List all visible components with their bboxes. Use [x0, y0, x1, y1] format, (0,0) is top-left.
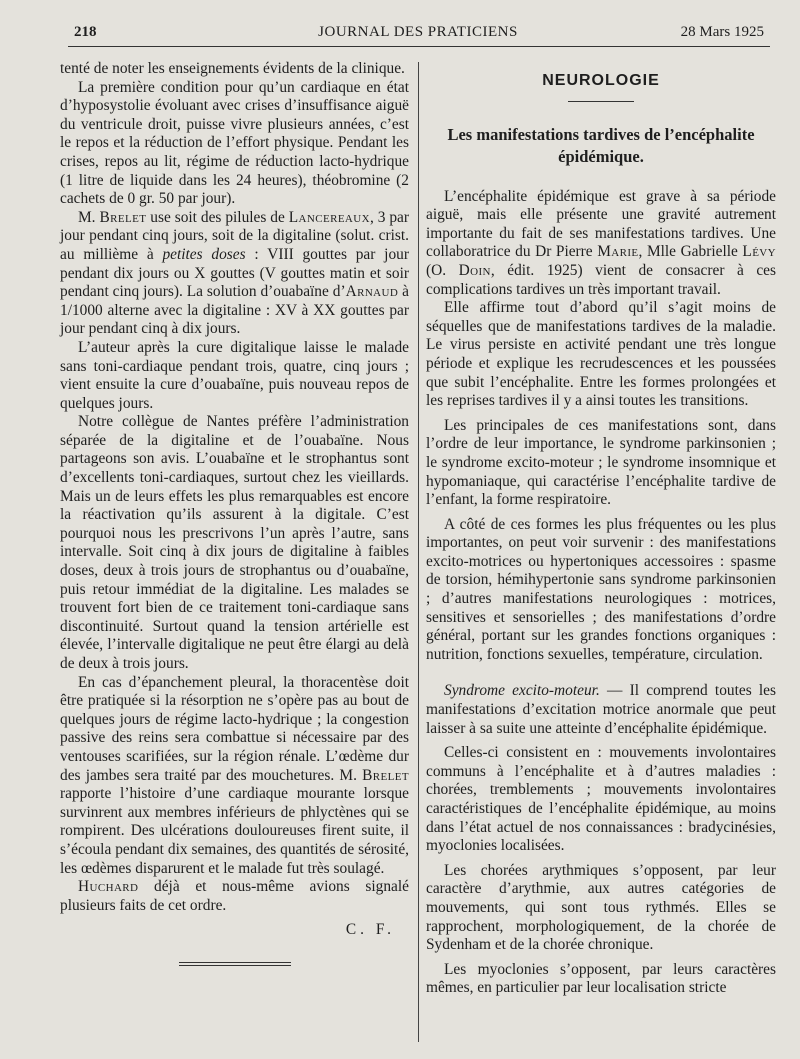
paragraph: Elle affirme tout d’abord qu’il s’agit moins de séquelles que de manifestations tardives de la maladie. Le virus persiste en activité pendant une très longue période et explique les recrudescences et les poussées que subit l’encéphalite. Entre les formes prolongées et les reprises tardives il y a ainsi toutes les transitions. [426, 299, 776, 410]
column-divider [418, 62, 419, 1042]
paragraph: Notre collègue de Nantes préfère l’administration séparée de la digitaline et de l’ouabaïne. Nous partageons son avis. L’ouabaïne et le strophantus sont d’excellents toni-cardiaques, surtout chez les vieillards. Mais un de leurs effets les plus remarquables est encore la réactivation qu’ils assurent à la digitale. C’est pourquoi nous les prescrivons l’un après l’autre, sans intervalle. Soit cinq à dix jours de digitaline à faibles doses, deux à trois jours de strophantus ou d’ouabaïne, puis retour immédiat de la digitaline. Les malades se trouvent fort bien de ce traitement toni-cardiaque sans discontinuité. Surtout quand la tension artérielle est élevée, l’intervalle digitalique ne peut être élargi au delà de deux à trois jours. [60, 413, 409, 672]
author-name: Lancereaux [288, 208, 370, 226]
left-column [60, 60, 409, 966]
paragraph: L’auteur après la cure digitalique laisse le malade sans toni-cardiaque pendant trois, quatre, cinq jours ; vient ensuite la cure d’ouabaïne, puis nouveau repos de quelques jours. [60, 338, 409, 412]
author-name: Brelet [99, 208, 147, 226]
running-head [68, 24, 768, 46]
text-run: M. [78, 208, 100, 226]
issue-date: 28 Mars 1925 [680, 24, 764, 40]
text-run: En cas d’épanchement pleural, la thoracentèse doit être pratiquée si la résorption ne s’opère pas au bout de quelques jours de régime lacto-hydrique ; la congestion passive des reins sera combattue si nécessaire par des ventouses scarifiées, sur la région rénale. L’œdème dur des jambes sera traité par des mouchetures. M. [60, 673, 409, 784]
paragraph: La première condition pour qu’un cardiaque en état d’hyposystolie évoluant avec crises d’insuffisance aiguë du ventricule droit, puisse vivre plusieurs années, c’est le repos et la réduction de l’effort physique. Pendant les crises, repos au lit, régime de réduction lacto-hydrique (1 litre de liquide dans les 24 heures), théobromine (2 cachets de 0 gr. 50 par jour). [60, 78, 409, 208]
author-name: Marie [597, 243, 639, 261]
header-rule [68, 46, 770, 47]
text-run: , 3 par jour pendant cinq jours, soit de la digitaline (solut. crist. au millième à [60, 208, 410, 263]
paragraph [426, 682, 776, 738]
text-run: rapporte l’histoire d’une cardiaque mourante lorsque survinrent aux membres inférieurs de phlyctènes qui se rompirent. Des ulcérations douloureuses firent suite, il s’écoula pendant dix semaines, des quantités de sérosité, les œdèmes disparurent et le malade fut très soulagé. [60, 785, 409, 877]
author-name: Arnaud [345, 283, 399, 301]
text-run: — Il comprend toutes les manifestations d’excitation motrice anormale que peut laisser à sa suite une atteinte d’encéphalite épidémique. [426, 682, 776, 737]
italic-run: petites doses [162, 245, 246, 263]
text-run: à 1/1000 alterne avec la digitaline : XV à XX gouttes par jour pendant cinq à dix jours. [60, 283, 409, 338]
paragraph [60, 878, 409, 915]
article-title: Les manifestations tardives de l’encéphalite épidémique. [447, 124, 755, 166]
paragraph: Celles-ci consistent en : mouvements involontaires communs à l’encéphalite et à d’autres maladies : chorées, tremblements ; mouvements involontaires caractéristiques de l’encéphalite épidémique, au moins dans l’état actuel de nos connaissances : bradycinésies, myoclonies localisées. [426, 744, 776, 855]
right-column [426, 60, 776, 998]
paragraph: Les chorées arythmiques s’opposent, par leur caractère d’arythmie, aux autres catégories de mouvements, qui sont tous rythmés. Elles se rapprochent, morphologiquement, de la chorée de Sydenham et de la chorée chronique. [426, 861, 776, 954]
page-number: 218 [74, 24, 97, 40]
paragraph: tenté de noter les enseignements évidents de la clinique. [60, 60, 405, 77]
text-run: , édit. 1925) vient de consacrer à ces complications tardives un très important travail. [426, 261, 776, 298]
paragraph: Les myoclonies s’opposent, par leurs caractères mêmes, en particulier par leur localisation stricte [426, 960, 776, 997]
text-run: (O. [426, 261, 459, 279]
section-title: NEUROLOGIE [542, 72, 660, 89]
text-run: déjà et nous-même avions signalé plusieurs faits de cet ordre. [60, 878, 409, 914]
text-run: L’encéphalite épidémique est grave à sa période aiguë, mais elle présente une gravité autrement importante du fait de ses manifestations tardives. Une collaboratrice du Dr Pierre [426, 187, 776, 261]
end-rule [179, 962, 291, 966]
paragraph: Les principales de ces manifestations sont, dans l’ordre de leur importance, le syndrome parkinsonien ; le syndrome excito-moteur ; le syndrome insomnique et hypomaniaque, qui caractérise l’encéphalite tardive de l’enfant, la forme respiratoire. [426, 416, 776, 509]
paragraph [60, 674, 409, 879]
text-run: use soit des pilules de [146, 208, 289, 226]
author-name: Huchard [78, 878, 139, 896]
text-run: : VIII gouttes par jour pendant dix jours ou X gouttes (V gouttes matin et soir pendant cinq jours). La solution d’ouabaïne d’ [60, 245, 409, 301]
paragraph [426, 188, 776, 300]
subheading: Syndrome excito-moteur. [444, 682, 600, 700]
paragraph [60, 209, 409, 339]
section-rule [568, 101, 634, 102]
paragraph: A côté de ces formes les plus fréquentes ou les plus importantes, on peut voir survenir : des manifestations excito-motrices ou hypertoniques accessoires : spasme de torsion, hémihypertonie sans syndrome parkinsonien ; d’autres manifestations neurologiques : motrices, sensitives et sensorielles ; des manifestations d’ordre général, portant sur les grandes fonctions organiques : nutrition, fonctions sexuelles, température, circulation. [426, 515, 776, 663]
author-name: Brelet [362, 766, 409, 784]
journal-title: JOURNAL DES PRATICIENS [318, 24, 518, 40]
author-name: Lévy [742, 243, 776, 261]
publisher-name: Doin [458, 261, 491, 279]
signature: C. F. [345, 921, 395, 939]
text-run: , Mlle Gabrielle [638, 243, 743, 261]
